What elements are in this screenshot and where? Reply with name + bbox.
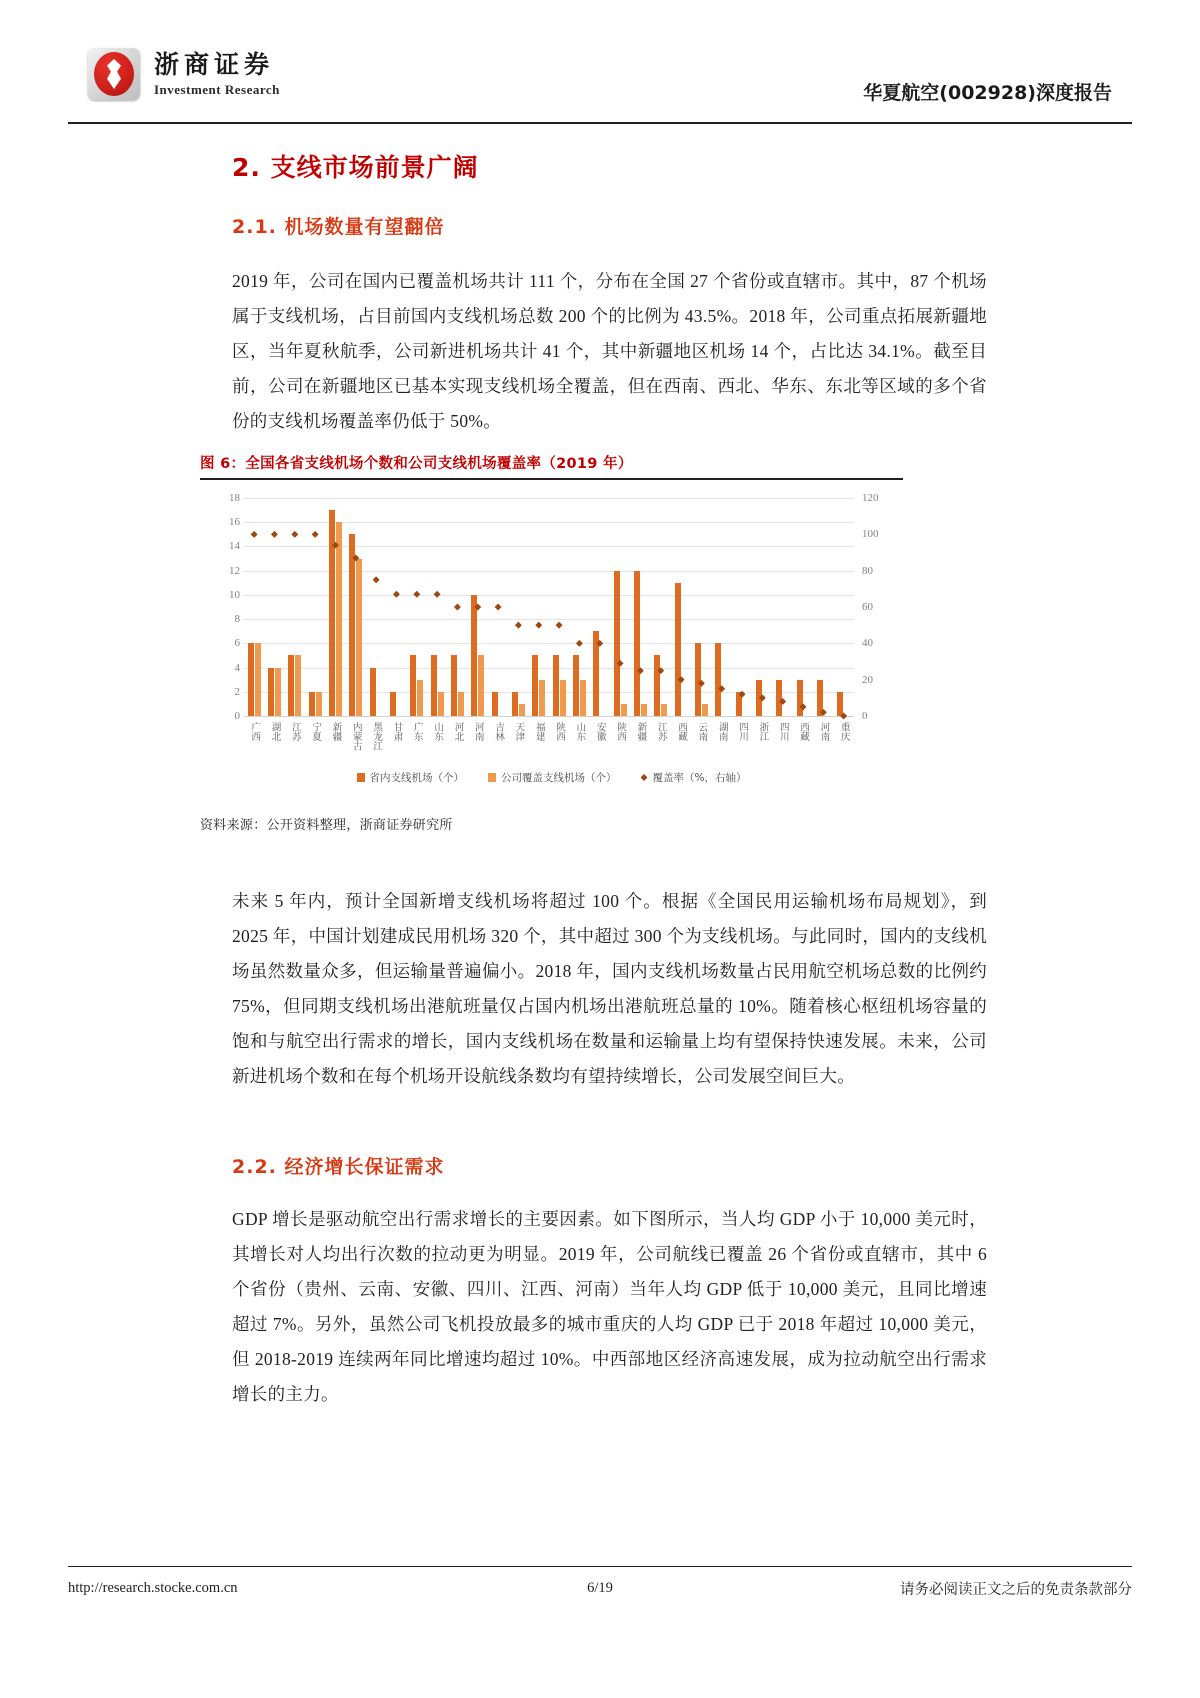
legend-label: 公司覆盖支线机场（个） bbox=[501, 772, 617, 784]
chart-bar-group bbox=[590, 498, 610, 716]
bar-company-covered-airports bbox=[438, 692, 444, 716]
legend-label: 覆盖率（%，右轴） bbox=[652, 772, 747, 784]
x-axis-tick bbox=[793, 722, 813, 751]
x-axis-tick bbox=[346, 722, 366, 751]
bar-province-airports bbox=[349, 534, 355, 716]
y2-axis-tick: 120 bbox=[862, 492, 879, 504]
bar-province-airports bbox=[675, 583, 681, 716]
x-axis-tick bbox=[244, 722, 264, 751]
legend-item bbox=[641, 770, 747, 785]
x-axis-tick-label: 江苏 bbox=[655, 722, 667, 741]
bar-province-airports bbox=[837, 692, 843, 716]
brand-logo bbox=[88, 48, 280, 100]
paragraph-1: 2019 年，公司在国内已覆盖机场共计 111 个，分布在全国 27 个省份或直辖市。其中，87 个机场属于支线机场，占目前国内支线机场总数 200 个的比例为 43.5%。2018 年，公司重点拓展新疆地区，当年夏秋航季，公司新进机场共计 41 个，其中新疆地区机场 14 个，占比达 34.1%。截至目前，公司在新疆地区已基本实现支线机场全覆盖，但在西南、西北、华东、东北等区域的多个省份的支线机场覆盖率仍低于 50%。 bbox=[232, 271, 987, 431]
bar-province-airports bbox=[248, 643, 254, 716]
footer-url[interactable]: http://research.stocke.com.cn bbox=[68, 1580, 238, 1596]
x-axis-tick-label: 新疆 bbox=[330, 722, 342, 741]
chart-bar-group bbox=[630, 498, 650, 716]
x-axis-tick bbox=[285, 722, 305, 751]
section-heading-2-2: 2.2. 经济增长保证需求 bbox=[232, 1156, 445, 1178]
x-axis-tick-label: 广东 bbox=[411, 722, 423, 741]
x-axis-tick bbox=[813, 722, 833, 751]
chart-bar-group bbox=[712, 498, 732, 716]
x-axis-tick bbox=[549, 722, 569, 751]
bar-province-airports bbox=[329, 510, 335, 716]
marker-coverage-rate bbox=[556, 622, 563, 629]
figure-6 bbox=[200, 452, 920, 833]
x-axis-tick bbox=[712, 722, 732, 751]
x-axis-tick bbox=[610, 722, 630, 751]
bar-company-covered-airports bbox=[458, 692, 464, 716]
legend-swatch-icon bbox=[488, 773, 496, 782]
chart-bar-group bbox=[447, 498, 467, 716]
x-axis-tick bbox=[427, 722, 447, 751]
marker-coverage-rate bbox=[393, 591, 400, 598]
footer-page-number: 6/19 bbox=[587, 1580, 613, 1596]
page-footer bbox=[68, 1578, 1132, 1599]
bar-company-covered-airports bbox=[641, 704, 647, 716]
chart-bar-group bbox=[325, 498, 345, 716]
figure-6-chart bbox=[200, 480, 903, 810]
chart-bar-group bbox=[691, 498, 711, 716]
y2-axis-tick: 100 bbox=[862, 528, 879, 541]
bar-company-covered-airports bbox=[478, 655, 484, 716]
bar-province-airports bbox=[512, 692, 518, 716]
x-axis-tick bbox=[386, 722, 406, 751]
x-axis-tick-label: 湖北 bbox=[269, 722, 281, 741]
x-axis-tick bbox=[773, 722, 793, 751]
x-axis-tick bbox=[488, 722, 508, 751]
x-axis-tick-label: 河北 bbox=[452, 722, 464, 741]
bar-province-airports bbox=[614, 571, 620, 716]
bar-province-airports bbox=[309, 692, 315, 716]
bar-province-airports bbox=[431, 655, 437, 716]
bar-province-airports bbox=[268, 668, 274, 716]
chart-bars bbox=[244, 498, 854, 716]
chart-bar-group bbox=[264, 498, 284, 716]
x-axis-tick-label: 四川 bbox=[737, 722, 749, 741]
x-axis-tick-label: 天津 bbox=[513, 722, 525, 741]
x-axis-tick-label: 重庆 bbox=[838, 722, 850, 741]
bar-province-airports bbox=[695, 643, 701, 716]
y-axis-tick: 12 bbox=[229, 564, 240, 577]
chart-bar-group bbox=[346, 498, 366, 716]
bar-province-airports bbox=[715, 643, 721, 716]
bar-province-airports bbox=[553, 655, 559, 716]
chart-bar-group bbox=[651, 498, 671, 716]
x-axis-tick-label: 甘肃 bbox=[391, 722, 403, 741]
chart-bar-group bbox=[834, 498, 854, 716]
chart-bar-group bbox=[732, 498, 752, 716]
chart-bar-group bbox=[488, 498, 508, 716]
x-axis-tick-label: 新疆 bbox=[635, 722, 647, 741]
x-axis-tick bbox=[590, 722, 610, 751]
chart-bar-group bbox=[529, 498, 549, 716]
x-axis-tick bbox=[651, 722, 671, 751]
chart-bar-group bbox=[468, 498, 488, 716]
chart-bar-group bbox=[549, 498, 569, 716]
bar-province-airports bbox=[634, 571, 640, 716]
bar-company-covered-airports bbox=[316, 692, 322, 716]
y2-axis-tick: 20 bbox=[862, 673, 873, 686]
footer-disclaimer: 请务必阅读正文之后的免责条款部分 bbox=[900, 1582, 1132, 1598]
x-axis-tick-label: 云南 bbox=[696, 722, 708, 741]
bar-company-covered-airports bbox=[621, 704, 627, 716]
chart-bar-group bbox=[508, 498, 528, 716]
chart-bar-group bbox=[407, 498, 427, 716]
x-axis-tick bbox=[447, 722, 467, 751]
x-axis-tick-label: 陕西 bbox=[615, 722, 627, 741]
marker-coverage-rate bbox=[251, 531, 258, 538]
marker-coverage-rate bbox=[454, 604, 461, 611]
chart-bar-group bbox=[671, 498, 691, 716]
marker-coverage-rate bbox=[576, 640, 583, 647]
footer-divider bbox=[68, 1566, 1132, 1567]
y2-axis-tick: 80 bbox=[862, 564, 873, 577]
chart-bar-group bbox=[244, 498, 264, 716]
chart-bar-group bbox=[366, 498, 386, 716]
chart-bar-group bbox=[793, 498, 813, 716]
x-axis-tick bbox=[834, 722, 854, 751]
figure-6-title: 图 6：全国各省支线机场个数和公司支线机场覆盖率（2019 年） bbox=[200, 456, 633, 472]
x-axis-tick bbox=[691, 722, 711, 751]
bar-company-covered-airports bbox=[661, 704, 667, 716]
chart-bar-group bbox=[386, 498, 406, 716]
x-axis-tick-label: 河南 bbox=[472, 722, 484, 741]
section-heading-2: 2. 支线市场前景广阔 bbox=[232, 153, 479, 182]
chart-bar-group bbox=[610, 498, 630, 716]
chart-bar-group bbox=[773, 498, 793, 716]
x-axis-tick bbox=[752, 722, 772, 751]
bar-province-airports bbox=[654, 655, 660, 716]
bar-company-covered-airports bbox=[417, 680, 423, 716]
bar-company-covered-airports bbox=[255, 643, 261, 716]
marker-coverage-rate bbox=[535, 622, 542, 629]
x-axis-tick-label: 广西 bbox=[249, 722, 261, 741]
bar-province-airports bbox=[451, 655, 457, 716]
x-axis-tick-label: 吉林 bbox=[493, 722, 505, 741]
legend-label: 省内支线机场（个） bbox=[369, 772, 464, 784]
x-axis-tick bbox=[305, 722, 325, 751]
x-axis-tick-label: 黑龙江 bbox=[371, 722, 383, 751]
legend-swatch-icon bbox=[641, 774, 648, 781]
chart-bar-group bbox=[305, 498, 325, 716]
y-axis-tick: 2 bbox=[234, 685, 240, 698]
y-axis-tick: 6 bbox=[234, 637, 240, 650]
chart-bar-group bbox=[427, 498, 447, 716]
marker-coverage-rate bbox=[291, 531, 298, 538]
x-axis-tick-label: 四川 bbox=[777, 722, 789, 741]
bar-province-airports bbox=[492, 692, 498, 716]
chart-bar-group bbox=[285, 498, 305, 716]
x-axis-tick-label: 江苏 bbox=[289, 722, 301, 741]
x-axis-tick bbox=[529, 722, 549, 751]
bar-company-covered-airports bbox=[275, 668, 281, 716]
x-axis-tick-label: 安徽 bbox=[594, 722, 606, 741]
bar-company-covered-airports bbox=[580, 680, 586, 716]
chart-bar-group bbox=[813, 498, 833, 716]
bar-province-airports bbox=[370, 668, 376, 716]
marker-coverage-rate bbox=[515, 622, 522, 629]
chart-plot-area bbox=[229, 492, 879, 751]
bar-province-airports bbox=[532, 655, 538, 716]
x-axis-labels bbox=[244, 722, 854, 751]
bar-province-airports bbox=[776, 680, 782, 716]
marker-coverage-rate bbox=[495, 604, 502, 611]
paragraph-3: GDP 增长是驱动航空出行需求增长的主要因素。如下图所示，当人均 GDP 小于 10,000 美元时，其增长对人均出行次数的拉动更为明显。2019 年，公司航线已覆盖 26 个省份或直辖市，其中 6 个省份（贵州、云南、安徽、四川、江西、河南）当年人均 GDP 低于 10,000 美元，且同比增速超过 7%。另外，虽然公司飞机投放最多的城市重庆的人均 GDP 已于 2018 年超过 10,000 美元，但 2018-2019 连续两年同比增速均超过 10%。中西部地区经济高速发展，成为拉动航空出行需求增长的主力。 bbox=[232, 1209, 987, 1404]
chart-gridline bbox=[244, 716, 854, 717]
y2-axis-tick: 0 bbox=[862, 710, 868, 722]
legend-swatch-icon bbox=[357, 773, 365, 782]
x-axis-tick bbox=[468, 722, 488, 751]
y2-axis-tick: 60 bbox=[862, 601, 873, 613]
x-axis-tick bbox=[671, 722, 691, 751]
y-axis-tick: 8 bbox=[234, 613, 240, 626]
x-axis-tick bbox=[366, 722, 386, 751]
paragraph-2: 未来 5 年内，预计全国新增支线机场将超过 100 个。根据《全国民用运输机场布局规划》，到 2025 年，中国计划建成民用机场 320 个，其中超过 300 个为支线机场。与此同时，国内的支线机场虽然数量众多，但运输量普遍偏小。2018 年，国内支线机场数量占民用航空机场总数的比例约 75%，但同期支线机场出港航班量仅占国内机场出港航班总量的 10%。随着核心枢纽机场容量的饱和与航空出行需求的增长，国内支线机场在数量和运输量上均有望保持快速发展。未来，公司新进机场个数和在每个机场开设航线条数均有望持续增长，公司发展空间巨大。 bbox=[232, 891, 987, 1086]
x-axis-tick bbox=[407, 722, 427, 751]
marker-coverage-rate bbox=[373, 576, 380, 583]
header-divider bbox=[68, 122, 1132, 124]
bar-province-airports bbox=[390, 692, 396, 716]
x-axis-tick-label: 山东 bbox=[432, 722, 444, 741]
x-axis-tick-label: 湖南 bbox=[716, 722, 728, 741]
section-heading-2-1: 2.1. 机场数量有望翻倍 bbox=[232, 216, 445, 238]
chart-legend bbox=[200, 770, 903, 785]
x-axis-tick-label: 西藏 bbox=[798, 722, 810, 741]
x-axis-tick bbox=[569, 722, 589, 751]
brand-logo-text bbox=[154, 52, 280, 96]
figure-6-source: 资料来源：公开资料整理，浙商证券研究所 bbox=[200, 817, 453, 832]
bar-company-covered-airports bbox=[539, 680, 545, 716]
report-title: 华夏航空(002928)深度报告 bbox=[863, 82, 1112, 104]
x-axis-tick-label: 内蒙古 bbox=[350, 722, 362, 751]
y-axis-tick: 10 bbox=[229, 588, 240, 601]
x-axis-tick-label: 西藏 bbox=[676, 722, 688, 741]
marker-coverage-rate bbox=[271, 531, 278, 538]
bar-company-covered-airports bbox=[702, 704, 708, 716]
bar-company-covered-airports bbox=[356, 559, 362, 716]
brand-name-en: Investment Research bbox=[154, 82, 280, 97]
bar-province-airports bbox=[797, 680, 803, 716]
marker-coverage-rate bbox=[434, 591, 441, 598]
bar-company-covered-airports bbox=[336, 522, 342, 716]
x-axis-tick-label: 河南 bbox=[818, 722, 830, 741]
legend-item bbox=[357, 770, 465, 785]
x-axis-tick-label: 浙江 bbox=[757, 722, 769, 741]
chart-bar-group bbox=[752, 498, 772, 716]
bar-company-covered-airports bbox=[519, 704, 525, 716]
legend-item bbox=[488, 770, 617, 785]
chart-bar-group bbox=[569, 498, 589, 716]
x-axis-tick-label: 福建 bbox=[533, 722, 545, 741]
bar-province-airports bbox=[410, 655, 416, 716]
y-axis-tick: 18 bbox=[229, 492, 240, 504]
y-axis-tick: 4 bbox=[234, 661, 240, 674]
x-axis-tick bbox=[630, 722, 650, 751]
x-axis-tick-label: 山东 bbox=[574, 722, 586, 741]
x-axis-tick bbox=[325, 722, 345, 751]
y-axis-tick: 16 bbox=[229, 516, 240, 529]
bar-province-airports bbox=[573, 655, 579, 716]
marker-coverage-rate bbox=[312, 531, 319, 538]
bar-province-airports bbox=[288, 655, 294, 716]
y-axis-tick: 0 bbox=[234, 710, 240, 722]
brand-name-cn: 浙商证券 bbox=[154, 50, 275, 79]
x-axis-tick bbox=[732, 722, 752, 751]
bar-company-covered-airports bbox=[295, 655, 301, 716]
bar-province-airports bbox=[471, 595, 477, 716]
y-axis-tick: 14 bbox=[229, 540, 240, 553]
y2-axis-tick: 40 bbox=[862, 637, 873, 650]
x-axis-tick bbox=[264, 722, 284, 751]
zheshang-logo-icon bbox=[88, 48, 140, 100]
x-axis-tick bbox=[508, 722, 528, 751]
x-axis-tick-label: 陕西 bbox=[554, 722, 566, 741]
bar-company-covered-airports bbox=[560, 680, 566, 716]
marker-coverage-rate bbox=[413, 591, 420, 598]
x-axis-tick-label: 宁夏 bbox=[310, 722, 322, 741]
page-header bbox=[0, 0, 1200, 122]
